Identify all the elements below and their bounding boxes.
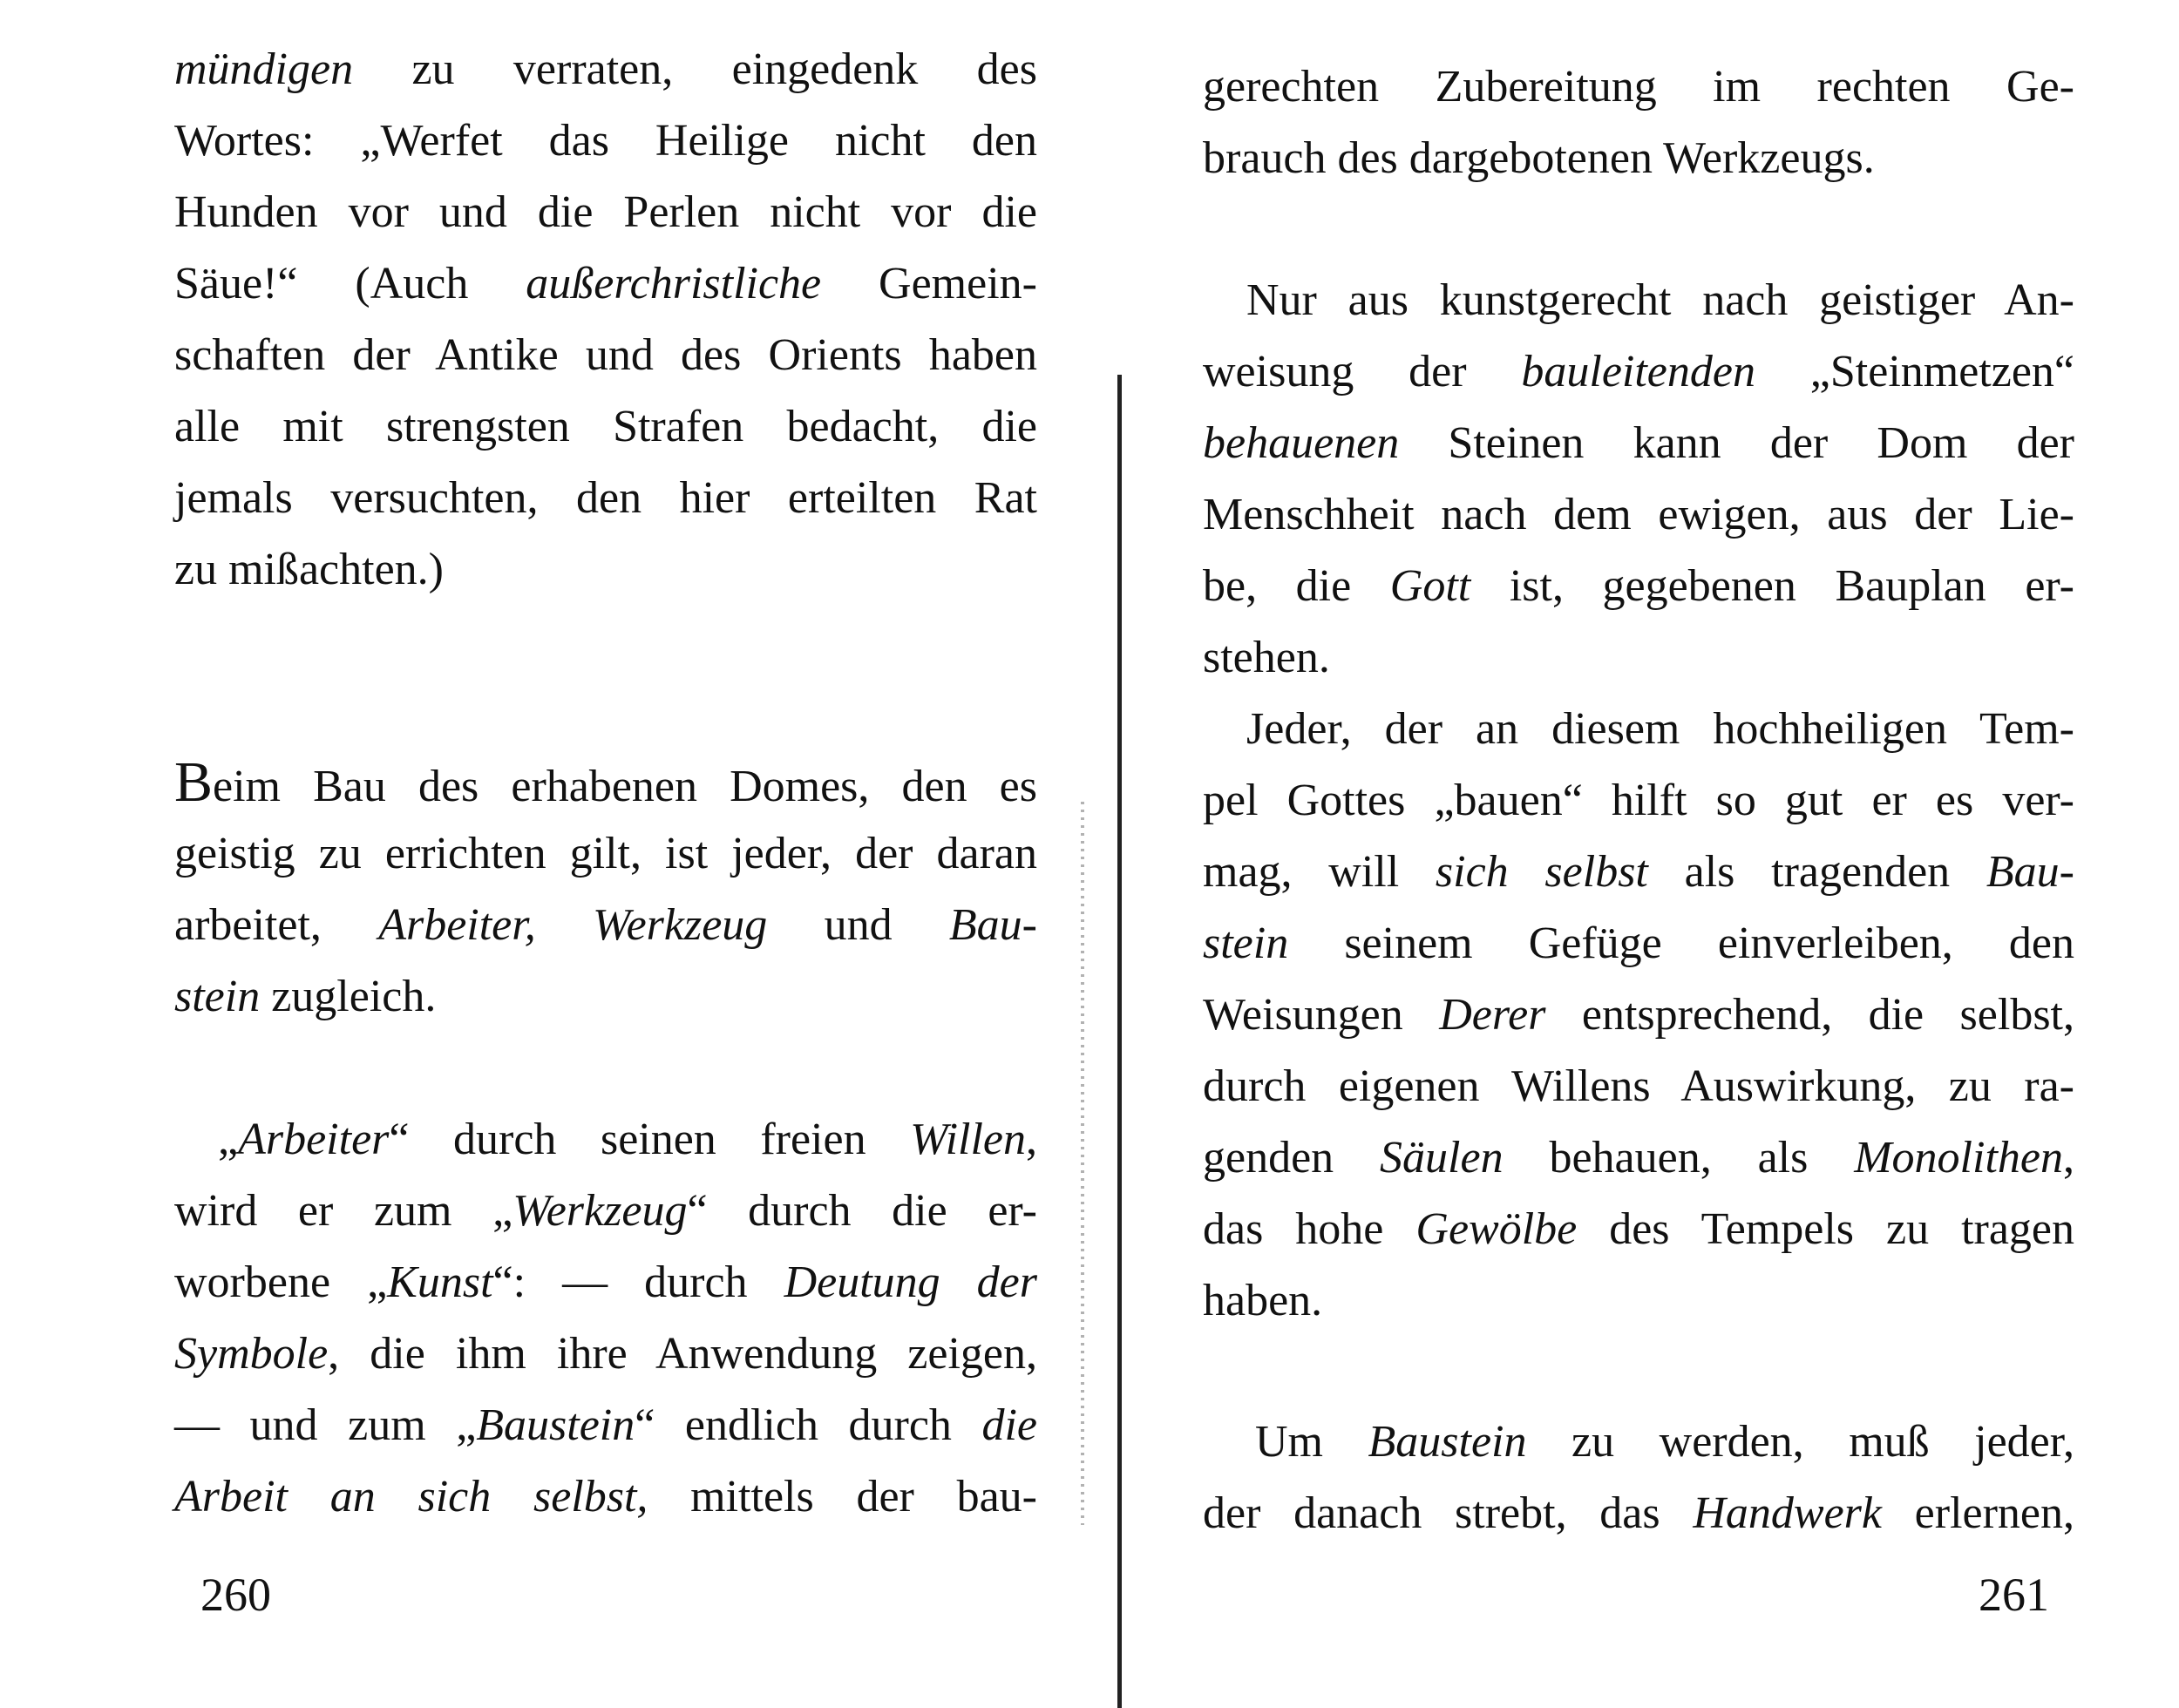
text-line <box>174 1185 1037 1239</box>
italic-text: Derer <box>1439 990 1546 1040</box>
text-line <box>174 401 1037 455</box>
text-segment: entsprechend, die selbst, <box>1545 990 2075 1040</box>
text-line <box>174 472 1037 526</box>
italic-text: Deutung der <box>784 1257 1037 1307</box>
text-segment: “ durch seinen freien <box>389 1115 911 1164</box>
italic-text: Willen <box>910 1115 1026 1164</box>
text-segment: , <box>1026 1115 1037 1164</box>
italic-text: Symbole <box>174 1329 329 1379</box>
text-line <box>174 1114 1037 1168</box>
text-segment: weisung der <box>1203 347 1522 396</box>
italic-text: Werkzeug <box>513 1186 688 1236</box>
italic-text: Arbeit an sich selbst, <box>174 1472 648 1522</box>
italic-text: stein <box>1203 918 1289 968</box>
text-segment: durch eigenen Willens Auswirkung, zu ra- <box>1203 1061 2074 1111</box>
italic-text: Säulen <box>1380 1133 1504 1183</box>
text-segment: Menschheit nach dem ewigen, aus der Lie- <box>1203 490 2074 539</box>
text-segment: “: — durch <box>492 1257 784 1307</box>
text-segment: das hohe <box>1203 1204 1416 1254</box>
gutter-shadow <box>1081 802 1084 1525</box>
text-line <box>174 44 1037 98</box>
text-segment: „Steinmetzen“ <box>1755 347 2074 396</box>
text-segment: worbene „ <box>174 1257 388 1307</box>
text-line <box>174 258 1037 312</box>
left-page <box>0 0 1098 1691</box>
italic-text: Arbeiter <box>238 1115 390 1164</box>
text-segment: pel Gottes „bauen“ hilft so gut er es ver- <box>1203 776 2074 825</box>
text-line <box>1203 132 2074 186</box>
text-segment: arbeitet, <box>174 900 379 950</box>
text-segment: brauch des dargebotenen Werkzeugs. <box>1203 133 1875 183</box>
text-line <box>1203 560 2074 614</box>
text-segment: als tragenden <box>1647 847 1986 897</box>
text-line <box>174 1257 1037 1311</box>
italic-text: Kunst <box>387 1257 493 1307</box>
italic-text: Baustein <box>476 1400 635 1450</box>
text-segment: Steinen kann der Dom der <box>1399 418 2074 468</box>
text-line <box>1203 274 2074 329</box>
text-segment: Säue!“ (Auch <box>174 259 526 308</box>
text-line <box>1203 1488 2074 1542</box>
text-segment: geistig zu errichten gilt, ist jeder, der daran <box>174 829 1037 878</box>
text-segment: ist, gegebenen Bauplan er- <box>1470 561 2074 611</box>
book-gutter <box>1117 375 1122 1708</box>
text-segment: Hunden vor und die Perlen nicht vor die <box>174 187 1037 237</box>
text-segment: , die ihm ihre Anwendung zeigen, <box>328 1329 1037 1379</box>
text-segment: Nur aus kunstgerecht nach geistiger An- <box>1246 275 2074 325</box>
text-segment: zu werden, muß jeder, <box>1526 1417 2075 1467</box>
page-number-right: 261 <box>1979 1569 2049 1621</box>
text-segment: wird er zum „ <box>174 1186 513 1236</box>
text-line <box>1203 346 2074 400</box>
text-segment: Wortes: „Werfet das Heilige nicht den <box>174 116 1037 166</box>
text-segment: „ <box>218 1115 239 1164</box>
text-segment: der danach strebt, das <box>1203 1488 1694 1538</box>
text-line <box>174 329 1037 383</box>
text-segment: Jeder, der an diesem hochheiligen Tem- <box>1246 704 2074 754</box>
text-segment: zugleich. <box>260 972 437 1021</box>
italic-text: behauenen <box>1203 418 1400 468</box>
text-line <box>174 1400 1037 1454</box>
text-line <box>174 750 1037 814</box>
text-segment: behauen, als <box>1503 1133 1855 1183</box>
text-segment: mag, will <box>1203 847 1436 897</box>
italic-text: mündigen <box>174 44 354 94</box>
italic-text: Bau- <box>1986 847 2074 897</box>
text-segment: genden <box>1203 1133 1381 1183</box>
text-segment: alle mit strengsten Strafen bedacht, die <box>174 402 1037 451</box>
text-segment: seinem Gefüge einverleiben, den <box>1288 918 2074 968</box>
text-segment: zu verraten, eingedenk des <box>353 44 1037 94</box>
text-line <box>1203 417 2074 471</box>
text-segment: und <box>767 900 949 950</box>
italic-text: Baustein <box>1368 1417 1527 1467</box>
text-segment: eim Bau des erhabenen Domes, den es <box>213 762 1037 811</box>
text-segment: schaften der Antike und des Orients haben <box>174 330 1037 380</box>
text-line <box>1203 61 2074 115</box>
text-line <box>1203 846 2074 900</box>
text-segment: “ endlich durch <box>635 1400 982 1450</box>
text-segment: haben. <box>1203 1276 1323 1325</box>
text-segment: jemals versuchten, den hier erteilten Rat <box>174 473 1037 523</box>
text-segment: mittels der bau- <box>648 1472 1037 1522</box>
text-segment: gerechten Zubereitung im rechten Ge- <box>1203 62 2074 112</box>
text-line <box>1203 989 2074 1043</box>
italic-text: Bau- <box>948 900 1037 950</box>
text-line <box>1203 632 2074 686</box>
text-line <box>1203 489 2074 543</box>
italic-text: Gewölbe <box>1415 1204 1578 1254</box>
text-segment: , <box>2062 1133 2074 1183</box>
text-segment: — und zum „ <box>174 1400 477 1450</box>
text-line <box>174 1471 1037 1525</box>
italic-text: Handwerk <box>1693 1488 1882 1538</box>
text-line <box>174 186 1037 241</box>
text-line <box>174 1328 1037 1382</box>
italic-text: Monolithen <box>1854 1133 2063 1183</box>
italic-text: sich selbst <box>1435 847 1648 897</box>
text-line <box>1203 918 2074 972</box>
italic-text: Arbeiter, Werkzeug <box>378 900 768 950</box>
italic-text: Gott <box>1389 561 1471 611</box>
text-segment: Um <box>1255 1417 1368 1467</box>
text-line <box>1203 703 2074 757</box>
italic-text: bauleitenden <box>1521 347 1755 396</box>
text-line <box>174 971 1037 1025</box>
text-line <box>1203 1203 2074 1257</box>
text-line <box>1203 1416 2074 1470</box>
text-segment: “ durch die er- <box>687 1186 1037 1236</box>
italic-text: stein <box>174 972 261 1021</box>
text-line <box>174 544 1037 598</box>
text-segment: erlernen, <box>1881 1488 2074 1538</box>
text-line <box>1203 1275 2074 1329</box>
page-number-left: 260 <box>200 1569 271 1621</box>
text-line <box>1203 775 2074 829</box>
text-segment: stehen. <box>1203 633 1330 682</box>
text-segment: des Tempels zu tragen <box>1577 1204 2074 1254</box>
drop-cap: B <box>174 750 214 814</box>
text-line <box>174 899 1037 953</box>
text-segment: zu mißachten.) <box>174 545 444 594</box>
right-page <box>1124 0 2179 1691</box>
text-line <box>174 115 1037 169</box>
text-line <box>1203 1132 2074 1186</box>
italic-text: außerchristliche <box>526 259 822 308</box>
italic-text: die <box>981 1400 1038 1450</box>
text-segment: Gemein- <box>821 259 1037 308</box>
text-line <box>174 828 1037 882</box>
text-segment: be, die <box>1203 561 1390 611</box>
text-segment: Weisungen <box>1203 990 1440 1040</box>
text-line <box>1203 1061 2074 1115</box>
